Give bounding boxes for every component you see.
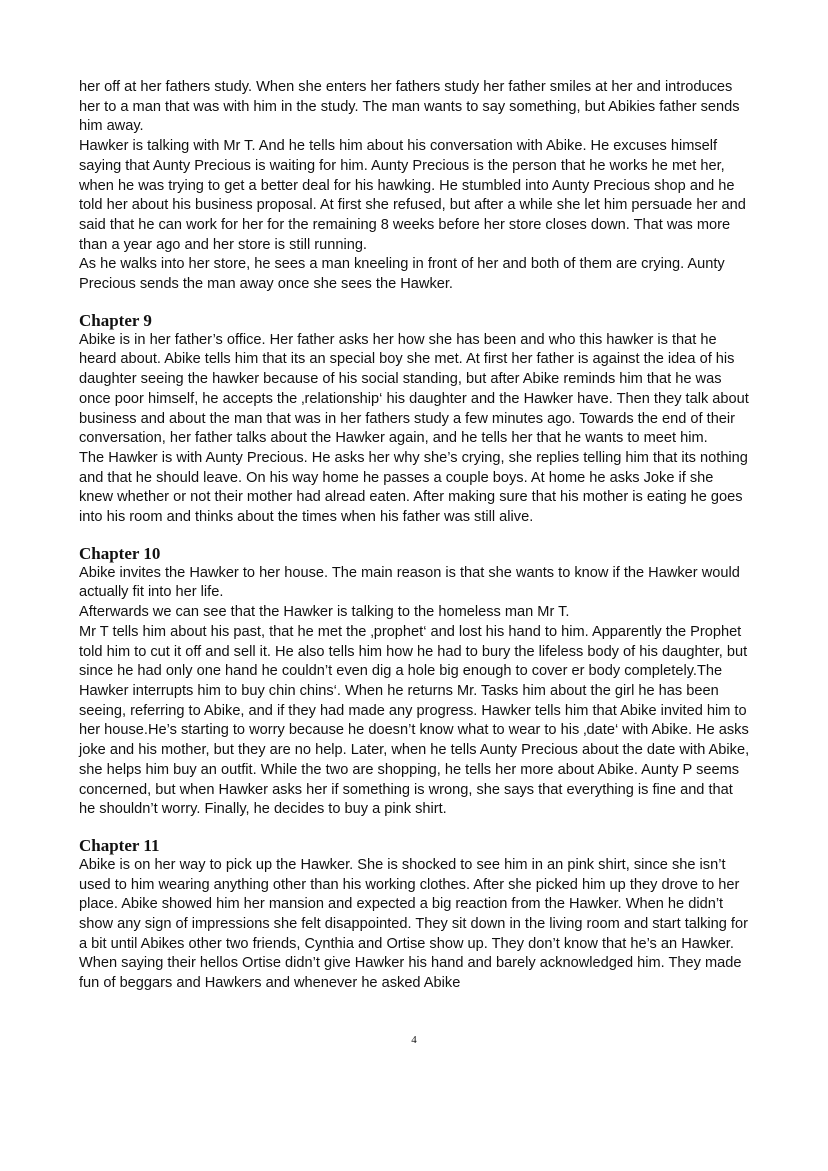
chapter-10-section <box>79 544 751 820</box>
chapter-heading: Chapter 11 <box>79 835 160 855</box>
chapter-heading: Chapter 10 <box>79 543 161 563</box>
section-spacer <box>79 820 751 836</box>
section-spacer <box>79 528 751 544</box>
intro-paragraph: Hawker is talking with Mr T. And he tells him about his conversation with Abike. He excuses himself saying that Aunty Precious is waiting for him. Aunty Precious is the person that he works he met her, when he was trying to get a better deal for his hawking. He stumbled into Aunty Precious shop and he told her about his business proposal. At first she refused, but after a while she let him persuade her and said that he can work for her for the remaining 8 weeks before her store closes down. That was more than a year ago and her store is still running. <box>79 138 746 253</box>
chapter-heading: Chapter 9 <box>79 310 152 330</box>
chapter-paragraph: Mr T tells him about his past, that he met the ‚prophet‘ and lost his hand to him. Apparently the Prophet told him to cut it off and sell it. He also tells him how he had to bury the lifeless body of his daughter, but since he had only one hand he couldn’t even dig a hole big enough to cover er body completely.The Hawker interrupts him to buy chin chins‘. When he returns Mr. Tasks him about the girl he has been seeing, referring to Abike, and if they had made any progress. Hawker tells him that Abike invited him to her house.He’s starting to worry because he doesn’t know what to wear to his ‚date‘ with Abike. He asks joke and his mother, but they are no help. Later, when he tells Aunty Precious about the date with Abike, she helps him buy an outfit. While the two are shopping, he tells her more about Abike. Aunty P seems concerned, but when Hawker asks her if something is wrong, she says that everything is fine and that he shouldn’t worry. Finally, he decides to buy a pink shirt. <box>79 623 750 818</box>
chapter-paragraph: Afterwards we can see that the Hawker is talking to the homeless man Mr T. <box>79 604 570 621</box>
chapter-11-section <box>79 836 751 994</box>
chapter-paragraph: Abike is in her father’s office. Her father asks her how she has been and who this hawker is that he heard about. Abike tells him that its an special boy she met. At first her father is against the idea of his daughter seeing the hawker because of his social standing, but after Abike reminds him that he was once poor himself, he accepts the ‚relationship‘ his daughter and the Hawker have. Then they talk about business and about the man that was in her fathers study a few minutes ago. Towards the end of their conversation, her father talks about the Hawker again, and he tells her that he wants to meet him. <box>79 331 749 447</box>
chapter-paragraph: The Hawker is with Aunty Precious. He asks her why she’s crying, she replies telling him that its nothing and that he should leave. On his way home he passes a couple boys. At home he asks Joke if she knew whether or not their mother had alread eaten. After making sure that his mother is eating he goes into his room and thinks about the times when his father was still alive. <box>79 449 748 526</box>
document-page <box>79 78 751 994</box>
intro-paragraph: As he walks into her store, he sees a man kneeling in front of her and both of them are crying. Aunty Precious sends the man away once she sees the Hawker. <box>79 256 725 293</box>
page-number: 4 <box>411 1034 417 1046</box>
intro-section <box>79 78 751 295</box>
chapter-paragraph: Abike invites the Hawker to her house. The main reason is that she wants to know if the Hawker would actually fit into her life. <box>79 564 740 601</box>
chapter-paragraph: Abike is on her way to pick up the Hawker. She is shocked to see him in an pink shirt, since she isn’t used to him wearing anything other than his working clothes. After she picked him up they drove to her place. Abike showed him her mansion and expected a big reaction from the Hawker. When he didn’t show any sign of impressions she felt disappointed. They sit down in the living room and start talking for a bit until Abikes other two friends, Cynthia and Ortise show up. They don’t know that he’s an Hawker. When saying their hellos Ortise didn’t give Hawker his hand and barely acknowledged him. They made fun of beggars and Hawkers and whenever he asked Abike <box>79 856 748 992</box>
intro-paragraph: her off at her fathers study. When she enters her fathers study her father smiles at her and introduces her to a man that was with him in the study. The man wants to say something, but Abikies father sends him away. <box>79 79 740 135</box>
section-spacer <box>79 295 751 311</box>
chapter-9-section <box>79 311 751 528</box>
